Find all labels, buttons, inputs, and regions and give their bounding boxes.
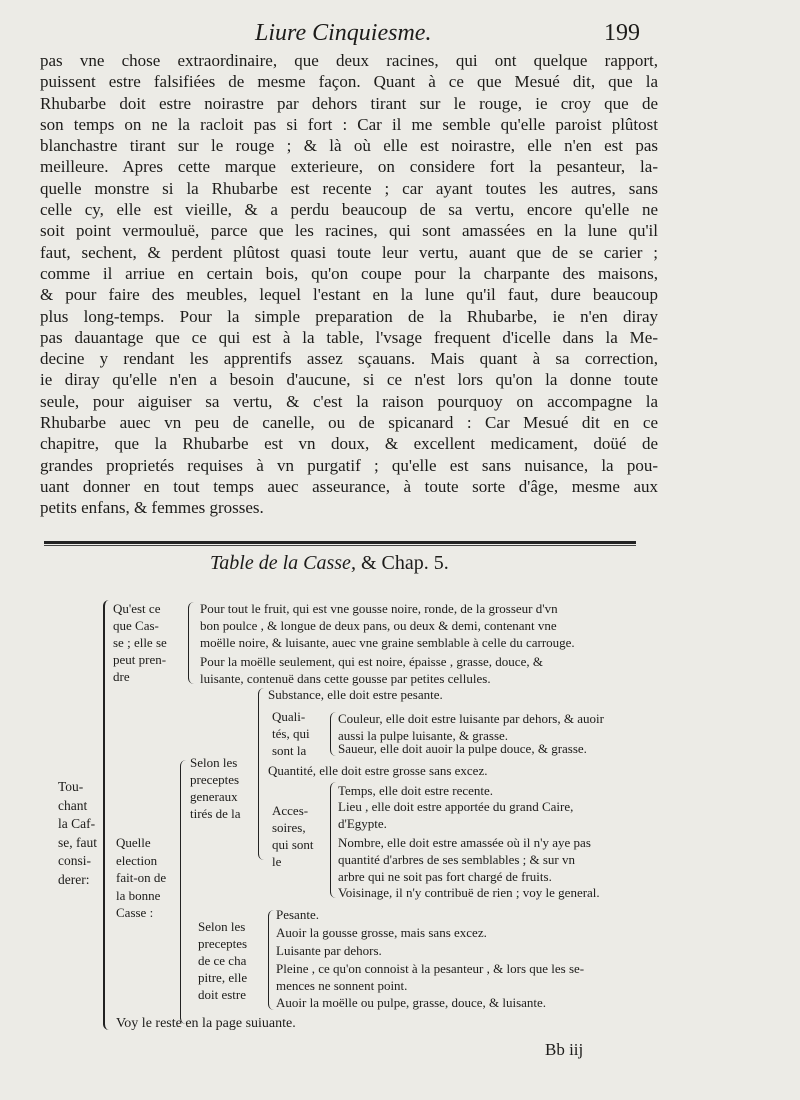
nombre-line: Nombre, elle doit estre amassée où il n'y aye pas quantité d'arbres de ses semblables ; & sur vn arbre qui ne soit pas fort chargé de fruits.: [338, 835, 591, 884]
body-line: faut, sechent, & perdent plûtost quasi toute leur vertu, auant que de se carier ;: [40, 242, 658, 262]
body-line: petits enfans, & femmes grosses.: [40, 498, 264, 518]
q2-label: Quelle election fait-on de la bonne Casse :: [116, 835, 167, 920]
body-line: quelle monstre si la Rhubarbe est recente ; car ayant toutes les autres, sans: [40, 178, 658, 198]
body-line: grandes proprietés requises à vn purgatif ; qu'elle est sans nuisance, la pou-: [40, 455, 658, 475]
body-line: ie diray qu'elle n'en a besoin d'aucune, si ce n'est lors qu'on la donne toute: [40, 370, 658, 390]
q1-answer-1: Pour tout le fruit, qui est vne gousse noire, ronde, de la grosseur d'vn bon poulce , & longue de deux pans, ou deux & demi, contenant vne moëlle noire, & luisante, auec vne graine semblable à celle du carrouge.: [200, 601, 575, 650]
lieu-line: Lieu , elle doit estre apportée du grand Caire, d'Egypte.: [338, 799, 574, 831]
body-line: Rhubarbe auec vn peu de canelle, ou de spicanard : Car Mesué dit en ce: [40, 413, 658, 433]
body-line: decine y rendant les apprentifs assez sçauans. Mais quant à sa correction,: [40, 349, 658, 369]
chapitre-item-5: Auoir la moëlle ou pulpe, grasse, douce, & luisante.: [276, 995, 547, 1010]
temps-line: Temps, elle doit estre recente.: [338, 783, 494, 798]
body-line: son temps on ne la racloit pas si fort : Car il me semble qu'elle paroist plûtost: [40, 114, 658, 134]
running-title: Liure Cinquiesme.: [255, 20, 432, 46]
table-footnote: Voy le reste en la page suiuante.: [116, 1016, 296, 1031]
body-line: puissent estre falsifiées de mesme façon. Quant à ce que Mesué dit, que la: [40, 72, 658, 92]
accessoires-brace: [330, 782, 337, 898]
body-line: chapitre, que la Rhubarbe est vn doux, & excellent medicament, doüé de: [40, 434, 658, 454]
table-left-heading: Tou- chant la Caf- se, faut consi- derer:: [58, 779, 97, 887]
chapitre-item-3: Luisante par dehors.: [276, 943, 382, 958]
selon-preceptes-chapitre: Selon les preceptes de ce cha pitre, elle doit estre: [198, 919, 248, 1002]
selon-preceptes-generaux: Selon les preceptes generaux tirés de la: [190, 755, 241, 821]
body-line: meilleure. Apres cette marque exterieure, on considere fort la pesanteur, la-: [40, 157, 658, 177]
chapitre-item-2: Auoir la gousse grosse, mais sans excez.: [276, 925, 487, 940]
page-number: 199: [604, 20, 640, 46]
body-line: pas dauantage que ce qui est à la table, l'vsage frequent d'icelle dans la Me-: [40, 327, 658, 347]
qualites-label: Quali- tés, qui sont la: [272, 709, 310, 758]
q2-brace: [180, 760, 188, 1024]
quantite-line: Quantité, elle doit estre grosse sans excez.: [268, 763, 488, 778]
general-brace: [258, 688, 266, 860]
signature-mark: Bb iij: [545, 1040, 584, 1059]
table-title: [210, 552, 449, 575]
table-title-italic: Table de la Casse,: [210, 552, 356, 574]
body-line: seule, pour aiguiser sa vertu, & c'est la raison pourquoy on accompagne la: [40, 391, 658, 411]
q1-brace: [188, 602, 197, 684]
chapitre-brace: [268, 910, 276, 1010]
chapitre-item-4: Pleine , ce qu'on connoist à la pesanteur , & lors que les se- mences ne sonnent point.: [276, 961, 585, 993]
q1-label: Qu'est ce que Cas- se ; elle se peut pren- dre: [113, 601, 167, 684]
body-line: comme il arriue en certain bois, qu'on coupe pour la charpante des maisons,: [40, 263, 658, 283]
qualites-brace: [330, 712, 337, 756]
body-line: celle cy, elle est vieille, & a perdu beaucoup de sa vertu, encore qu'elle ne: [40, 200, 658, 220]
chapitre-item-1: Pesante.: [276, 907, 319, 922]
body-line: & pour faire des meubles, lequel l'estant en la lune qu'il faut, dure beaucoup: [40, 285, 658, 305]
body-line: uant donner en tout temps auec asseurance, à toute sorte d'âge, mesme aux: [40, 476, 658, 496]
section-rule: [44, 541, 636, 544]
substance-line: Substance, elle doit estre pesante.: [268, 687, 443, 702]
section-rule-thin: [44, 545, 636, 546]
couleur-line: Couleur, elle doit estre luisante par dehors, & auoir aussi la pulpe luisante, & grasse.: [338, 711, 604, 743]
accessoires-label: Acces- soires, qui sont le: [272, 803, 314, 869]
body-line: plus long-temps. Pour la simple preparation de la Rhubarbe, ie n'en diray: [40, 306, 658, 326]
running-head: [0, 18, 800, 52]
table-title-chapter: & Chap. 5.: [360, 552, 449, 574]
q1-answer-2: Pour la moëlle seulement, qui est noire, épaisse , grasse, douce, & luisante, contenuë dans cette gousse par petites cellules.: [200, 654, 543, 686]
body-line: pas vne chose extraordinaire, que deux racines, qui ont quelque rapport,: [40, 51, 658, 70]
body-line: Rhubarbe doit estre noirastre par dehors tirant sur le rouge, ie croy que de: [40, 93, 658, 113]
saueur-line: Saueur, elle doit auoir la pulpe douce, & grasse.: [338, 741, 587, 756]
body-line: blanchastre tirant sur le rouge ; & là où elle est noirastre, elle n'en est pas: [40, 136, 658, 156]
voisinage-line: Voisinage, il n'y contribuë de rien ; voy le general.: [338, 885, 600, 900]
body-text: [40, 50, 658, 519]
body-line: soit point vermouluë, parce que les racines, qui sont amassées en la lune qu'il: [40, 221, 658, 241]
